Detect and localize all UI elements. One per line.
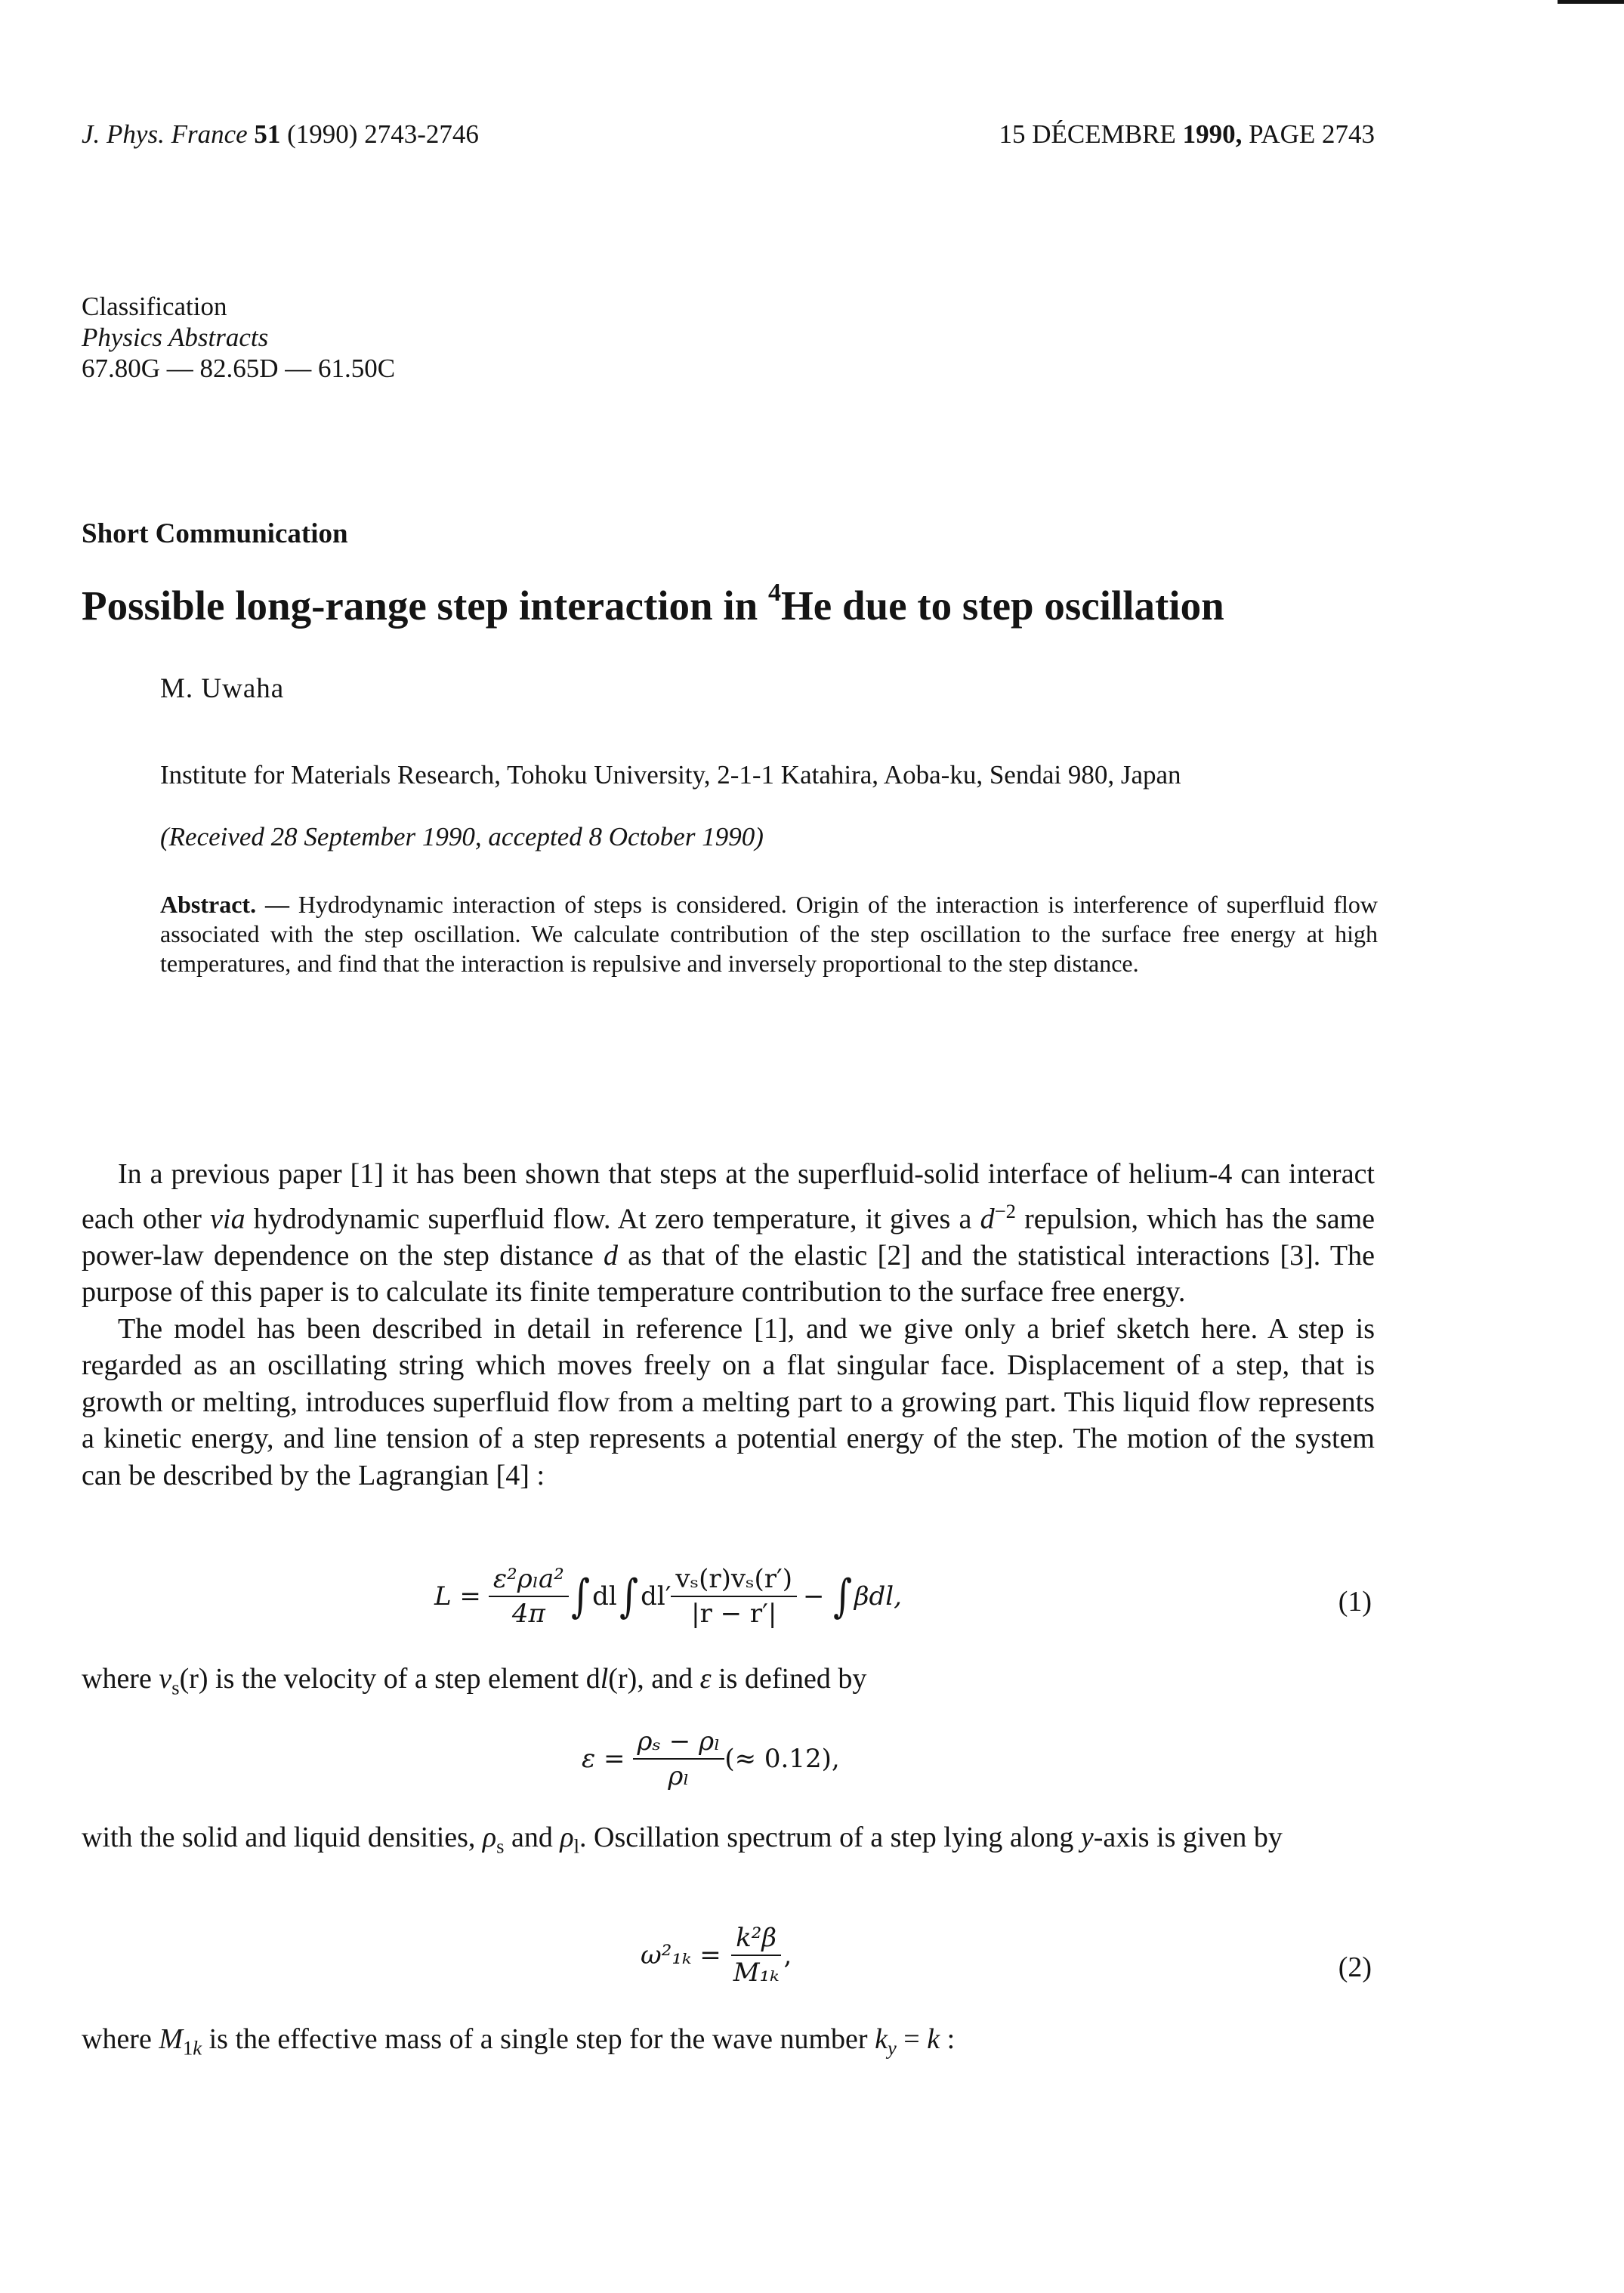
running-header-citation	[82, 119, 479, 150]
eq1-lhs: L =	[434, 1581, 481, 1612]
eq1-dl-prime: dl′	[641, 1581, 672, 1612]
header-day: 15	[999, 119, 1026, 149]
body-paragraphs	[82, 1156, 1375, 1494]
classification-codes: 67.80G — 82.65D — 61.50C	[82, 354, 396, 383]
abstract	[160, 890, 1378, 978]
paragraph-1	[82, 1156, 1375, 1311]
after-eq2-a: with the solid and liquid densities,	[82, 1822, 483, 1853]
equation-number-2: (2)	[1338, 1952, 1372, 1983]
text-after-eq2: where $M_{1k}$ is the effective mass of a single step for the wave number $k_y = k$ :	[82, 2023, 956, 2060]
paper-title	[82, 579, 1224, 629]
integral-sign-1: ∫	[571, 1570, 591, 1623]
abstract-text: Hydrodynamic interaction of steps is considered. Origin of the interaction is interference of superfluid flow associated with the step oscillation. We calculate contribution of the step oscillation to the surface free energy at high temperatures, and find that the interaction is repulsive and inversely proportional to the step distance.	[160, 891, 1379, 977]
p1-text-b: hydrodynamic superfluid flow. At zero temperature, it gives a	[245, 1203, 980, 1235]
after-eq3-b: is the effective mass of a single step for the wave number	[202, 2023, 875, 2055]
after-eq1-a: where	[82, 1663, 159, 1695]
eq2-fraction	[633, 1726, 725, 1791]
eq3-fraction	[729, 1923, 784, 1988]
after-eq2-rho-l: ρ	[560, 1822, 574, 1853]
eq3-numerator: k²β	[731, 1923, 781, 1956]
eq2-tail: (≈ 0.12),	[724, 1744, 840, 1774]
p1-symbol-d2: d	[604, 1239, 618, 1272]
after-eq1-vs: v	[159, 1663, 172, 1695]
after-eq3-d: :	[940, 2023, 956, 2055]
classification-block	[82, 291, 395, 384]
journal-year-pages: (1990) 2743-2746	[287, 119, 479, 149]
p1-symbol-d: d	[980, 1203, 995, 1235]
header-year: 1990,	[1182, 119, 1243, 149]
eq1-prefactor	[489, 1564, 569, 1629]
p1-text-a: In a previous paper [1] it has been shown that steps at the superfluid-solid interface of helium-4 can interact each other	[82, 1158, 1375, 1235]
p1-text-e: as that of the elastic [2] and the statistical interactions [3]. The purpose of this paper is to calculate its finite temperature contribution to the surface free energy.	[82, 1239, 1375, 1309]
author-name: M. Uwaha	[160, 673, 285, 704]
eq1-kernel-denominator: |r − r′|	[691, 1599, 777, 1629]
eq1-tail: βdl,	[854, 1581, 902, 1612]
after-eq2-y: y	[1080, 1822, 1094, 1853]
section-label: Short Communication	[82, 518, 348, 549]
eq3-denominator: M₁ₖ	[733, 1958, 780, 1988]
after-eq3-M: M	[159, 2023, 183, 2055]
eq3-lhs: ω²₁ₖ =	[641, 1940, 721, 1970]
after-eq1-c: (r), and	[608, 1663, 700, 1695]
classification-source: Physics Abstracts	[82, 323, 269, 352]
after-eq3-k2: k	[927, 2023, 940, 2055]
header-month: DÉCEMBRE	[1032, 119, 1176, 149]
journal-volume: 51	[254, 119, 281, 149]
title-part-2: He due to step oscillation	[781, 583, 1224, 629]
after-eq1-l: l	[600, 1663, 609, 1695]
author-affiliation: Institute for Materials Research, Tohoku University, 2-1-1 Katahira, Aoba-ku, Sendai 980, Japan	[160, 760, 1181, 790]
equation-1	[434, 1564, 902, 1629]
received-dates: (Received 28 September 1990, accepted 8 October 1990)	[160, 822, 764, 851]
paragraph-2: The model has been described in detail in reference [1], and we give only a brief sketch here. A step is regarded as an oscillating string which moves freely on a flat singular face. Displacement of a step, that is growth or melting, introduces superfluid flow from a melting part to a growing part. This liquid flow represents a kinetic energy, and line tension of a step represents a potential energy of the step. The motion of the system can be described by the Lagrangian [4] :	[82, 1312, 1375, 1491]
abstract-label: Abstract. —	[160, 891, 289, 918]
eq1-prefactor-denominator: 4π	[511, 1599, 545, 1629]
text-after-eq1: where $v_s(r)$ is the velocity of a step element dl(r), and ε is defined by	[82, 1663, 867, 1699]
classification-heading: Classification	[82, 292, 227, 321]
after-eq3-a: where	[82, 2023, 159, 2055]
integral-sign-2: ∫	[619, 1570, 638, 1623]
text-after-eq-epsilon: with the solid and liquid densities, $\rho_s$ and $\rho_l$. Oscillation spectrum of a step lying along y-axis is given by	[82, 1822, 1283, 1858]
eq1-minus: −	[803, 1581, 825, 1612]
header-page: PAGE 2743	[1249, 119, 1375, 149]
eq1-kernel-numerator: vₛ(r)vₛ(r′)	[671, 1564, 797, 1597]
eq2-numerator: ρₛ − ρₗ	[633, 1726, 725, 1760]
after-eq2-c: -axis is given by	[1093, 1822, 1283, 1853]
p1-exponent: −2	[994, 1199, 1016, 1222]
page-corner-mark	[1558, 0, 1624, 4]
after-eq2-b: . Oscillation spectrum of a step lying along	[579, 1822, 1081, 1853]
p1-text-c: repulsion, which has the same power-law dependence on the step distance	[82, 1203, 1375, 1272]
after-eq3-c: =	[896, 2023, 928, 2055]
after-eq3-k: k	[875, 2023, 888, 2055]
journal-name: J. Phys. France	[82, 119, 248, 149]
equation-epsilon	[582, 1726, 840, 1791]
title-isotope: 4	[768, 579, 782, 607]
after-eq2-rho-s: ρ	[482, 1822, 497, 1853]
eq1-prefactor-numerator: ε²ρₗa²	[489, 1564, 569, 1597]
eq2-denominator: ρₗ	[668, 1761, 690, 1791]
eq2-lhs: ε =	[582, 1744, 625, 1774]
after-eq1-b: (r) is the velocity of a step element d	[179, 1663, 601, 1695]
equation-number-1: (1)	[1338, 1586, 1372, 1618]
integral-sign-3: ∫	[832, 1570, 852, 1623]
after-eq1-d: is defined by	[711, 1663, 867, 1695]
eq3-tail: ,	[783, 1940, 792, 1970]
title-part-1: Possible long-range step interaction in	[82, 583, 769, 629]
equation-2	[641, 1923, 792, 1988]
eq1-dl: dl	[592, 1581, 617, 1612]
p1-via: via	[210, 1203, 245, 1235]
eq1-kernel	[671, 1564, 797, 1629]
after-eq1-eps: ε	[699, 1663, 712, 1695]
running-header-date	[999, 119, 1375, 150]
after-eq2-and: and	[504, 1822, 560, 1853]
